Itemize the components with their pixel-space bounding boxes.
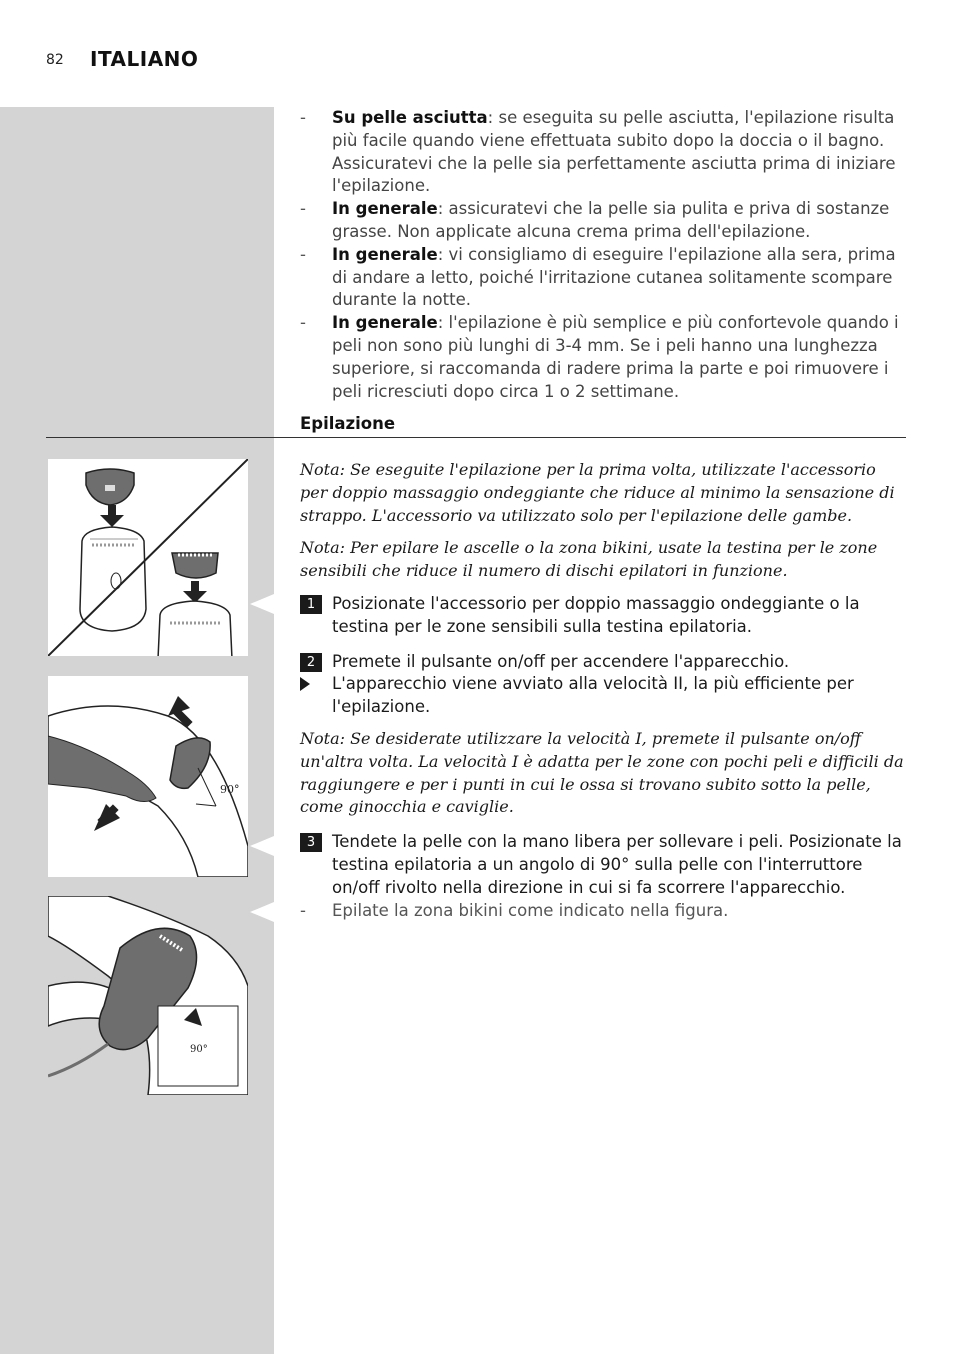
bullet-bold: In generale	[332, 244, 438, 264]
bullet-text: : l'epilazione è più semplice e più confortevole quando i peli non sono più lunghi di 3-4 mm. Se i peli hanno una lunghezza superiore, si raccomanda di radere prima la parte e poi rimuovere i peli ricresciuti dopo circa 1 o 2 settimane.	[332, 313, 899, 401]
note-speed: Nota: Se desiderate utilizzare la velocità I, premete il pulsante on/off un'altra volta. La velocità I è adatta per le zone con pochi peli e difficili da raggiungere e per i punti in cui le ossa si trovano subito sotto la pelle, come ginocchia e caviglie.	[300, 728, 904, 817]
instructions	[300, 459, 906, 922]
figure-pointer	[250, 594, 274, 614]
bullet-bold: In generale	[332, 199, 438, 219]
step-2	[300, 651, 906, 674]
bikini-illustration	[48, 896, 248, 1095]
angle-label: 90°	[190, 1044, 208, 1055]
bullet-dash: -	[300, 244, 306, 264]
bullet-dash: -	[300, 199, 306, 219]
step-text: Tendete la pelle con la mano libera per sollevare i peli. Posizionate la testina epilatoria a un angolo di 90° sulla pelle con l'interruttore on/off rivolto nella direzione in cui si fa scorrere l'apparecchio.	[332, 832, 902, 897]
bullet-text: : assicuratevi che la pelle sia pulita e priva di sostanze grasse. Non applicate alcuna crema prima dell'epilazione.	[332, 199, 890, 241]
accessory-illustration	[48, 459, 248, 656]
list-item	[300, 198, 906, 244]
step-text: Premete il pulsante on/off per accendere l'apparecchio.	[332, 651, 790, 671]
section-divider	[46, 437, 906, 438]
figure-pointer	[250, 902, 274, 922]
bullet-text: : se eseguita su pelle asciutta, l'epilazione risulta più facile quando viene effettuata subito dopo la doccia o il bagno. Assicuratevi che la pelle sia perfettamente asciutta prima di iniziare l'epilazione.	[332, 108, 896, 196]
bullet-dash: -	[300, 313, 306, 333]
result-arrow-icon	[300, 677, 310, 691]
bullet-bold: In generale	[332, 313, 438, 333]
page-number: 82	[46, 52, 64, 68]
angle-label: 90°	[220, 783, 240, 796]
step-1	[300, 593, 906, 639]
bullet-text: : vi consigliamo di eseguire l'epilazione alla sera, prima di andare a letto, poiché l'irritazione cutanea solitamente scompare durante la notte.	[332, 244, 896, 310]
note-sensitive-areas: Nota: Per epilare le ascelle o la zona bikini, usate la testina per le zone sensibili che riduce il numero di dischi epilatori in funzione.	[300, 538, 878, 581]
step-3-sub	[300, 900, 906, 923]
sub-text: Epilate la zona bikini come indicato nella figura.	[332, 900, 729, 920]
note-first-use: Nota: Se eseguite l'epilazione per la prima volta, utilizzate l'accessorio per doppio massaggio ondeggiante che riduce al minimo la sensazione di strappo. L'accessorio va utilizzato solo per l'epilazione delle gambe.	[300, 460, 895, 525]
leg-illustration	[48, 676, 248, 877]
step-2-result	[300, 673, 906, 719]
section-heading: Epilazione	[300, 414, 396, 433]
list-item	[300, 244, 906, 312]
list-item	[300, 107, 906, 198]
language-title: ITALIANO	[90, 47, 199, 71]
tips-list	[300, 107, 906, 403]
figure-bikini	[48, 896, 248, 1095]
step-text: Posizionate l'accessorio per doppio massaggio ondeggiante o la testina per le zone sensibili sulla testina epilatoria.	[332, 593, 860, 636]
step-3	[300, 831, 906, 899]
bullet-bold: Su pelle asciutta	[332, 108, 488, 127]
bullet-dash: -	[300, 900, 306, 920]
figure-pointer	[250, 836, 274, 856]
figure-accessory	[48, 459, 248, 656]
step-number: 2	[300, 653, 322, 672]
figure-leg	[48, 676, 248, 877]
list-item	[300, 312, 906, 403]
result-text: L'apparecchio viene avviato alla velocità II, la più efficiente per l'epilazione.	[332, 674, 854, 717]
bullet-dash: -	[300, 108, 306, 127]
step-number: 1	[300, 595, 322, 614]
step-number: 3	[300, 833, 322, 852]
